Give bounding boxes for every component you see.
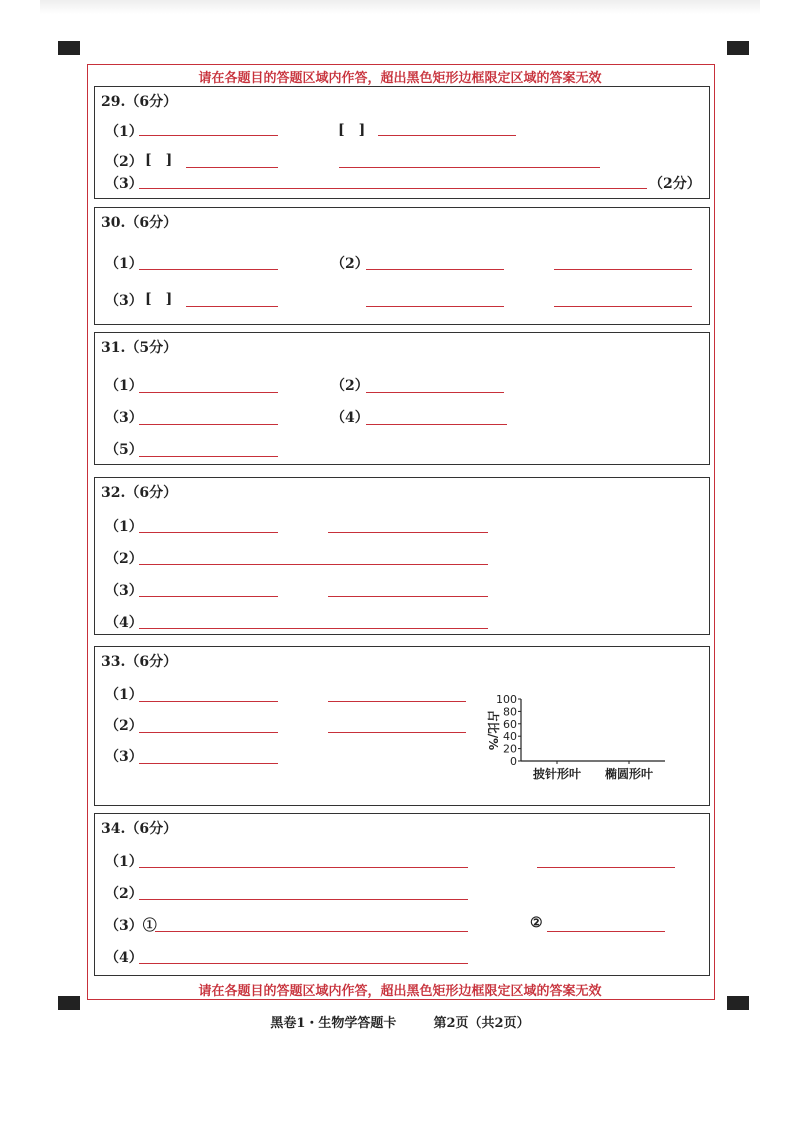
- q32-part4-label: （4）: [105, 615, 143, 631]
- q31-part4-label: （4）: [331, 410, 369, 426]
- q33-part2-label: （2）: [105, 718, 143, 734]
- q31-part5-label: （5）: [105, 442, 143, 458]
- q30-part1-answer-line[interactable]: [139, 269, 278, 270]
- q30-part3-answer-line-3[interactable]: [554, 306, 692, 307]
- chart-y-tick-label: 20: [503, 742, 517, 756]
- chart-x-tick-label: 椭圆形叶: [604, 767, 654, 781]
- chart-y-tick-label: 60: [503, 717, 517, 731]
- question-34-title: 34.（6分）: [101, 821, 178, 837]
- q32-part2-answer-line[interactable]: [139, 564, 488, 565]
- q34-part4-answer-line[interactable]: [139, 963, 468, 964]
- q30-part3-answer-line-2[interactable]: [366, 306, 504, 307]
- q29-part1-answer-line[interactable]: [139, 135, 278, 136]
- q34-part3-answer-line[interactable]: [155, 931, 468, 932]
- footer: [0, 1012, 800, 1031]
- question-30-box: [94, 207, 710, 325]
- proportion-chart[interactable]: [479, 693, 679, 793]
- q32-part3-answer-line[interactable]: [139, 596, 278, 597]
- question-31-title: 31.（5分）: [101, 340, 178, 356]
- q30-part1-label: （1）: [105, 256, 143, 272]
- q33-part1-label: （1）: [105, 687, 143, 703]
- q34-part3-sub2-label: ②: [530, 915, 543, 931]
- q32-part2-label: （2）: [105, 551, 143, 567]
- q31-part1-label: （1）: [105, 378, 143, 394]
- q29-part3-score: （2分）: [649, 176, 701, 192]
- question-33-box: [94, 646, 710, 806]
- q32-part3-label: （3）: [105, 583, 143, 599]
- question-29-title: 29.（6分）: [101, 94, 178, 110]
- q32-part1-answer-line-2[interactable]: [328, 532, 488, 533]
- q30-part2-answer-line-2[interactable]: [554, 269, 692, 270]
- question-31-box: [94, 332, 710, 465]
- corner-marker-top-right: [727, 41, 749, 55]
- q29-part3-answer-line[interactable]: [139, 188, 647, 189]
- q30-part3-label: （3）: [105, 293, 143, 309]
- scan-top-band: [40, 0, 760, 14]
- q34-part1-answer-line[interactable]: [139, 867, 468, 868]
- q34-part3-sub2-answer-line[interactable]: [547, 931, 665, 932]
- q31-part2-answer-line[interactable]: [366, 392, 504, 393]
- chart-y-tick-label: 80: [503, 705, 517, 719]
- q33-part2-answer-line-2[interactable]: [328, 732, 466, 733]
- question-32-box: [94, 477, 710, 635]
- q33-part3-label: （3）: [105, 749, 143, 765]
- question-32-title: 32.（6分）: [101, 485, 178, 501]
- question-34-box: [94, 813, 710, 976]
- chart-y-tick-label: 100: [496, 693, 517, 706]
- question-33-title: 33.（6分）: [101, 654, 178, 670]
- chart-y-tick-label: 0: [510, 755, 517, 768]
- q34-part1-answer-line-2[interactable]: [537, 867, 675, 868]
- chart-x-tick-label: 披针形叶: [532, 767, 582, 781]
- q30-part3-bracket[interactable]: [ ]: [145, 291, 173, 307]
- q31-part4-answer-line[interactable]: [366, 424, 507, 425]
- q29-part1-label: （1）: [105, 124, 143, 140]
- question-30-title: 30.（6分）: [101, 215, 178, 231]
- q34-part2-answer-line[interactable]: [139, 899, 468, 900]
- q29-part1-bracket[interactable]: [ ]: [338, 122, 366, 138]
- chart-y-axis-label: 占比/%: [486, 709, 500, 751]
- q33-part2-answer-line[interactable]: [139, 732, 278, 733]
- q31-part3-answer-line[interactable]: [139, 424, 278, 425]
- notice-top: 请在各题目的答题区域内作答，超出黑色矩形边框限定区域的答案无效: [198, 71, 602, 86]
- q30-part3-answer-line[interactable]: [186, 306, 278, 307]
- q33-part1-answer-line[interactable]: [139, 701, 278, 702]
- q29-part3-label: （3）: [105, 176, 143, 192]
- notice-bottom: 请在各题目的答题区域内作答，超出黑色矩形边框限定区域的答案无效: [198, 984, 602, 999]
- q31-part1-answer-line[interactable]: [139, 392, 278, 393]
- q29-part2-answer-line-2[interactable]: [339, 167, 600, 168]
- q32-part3-answer-line-2[interactable]: [328, 596, 488, 597]
- q32-part1-label: （1）: [105, 519, 143, 535]
- chart-y-tick-label: 40: [503, 730, 517, 744]
- footer-title: 黑卷1・生物学答题卡: [270, 1016, 397, 1031]
- corner-marker-top-left: [58, 41, 80, 55]
- q31-part5-answer-line[interactable]: [139, 456, 278, 457]
- q29-part2-answer-line[interactable]: [186, 167, 278, 168]
- q30-part2-answer-line[interactable]: [366, 269, 504, 270]
- q34-part3-label: （3）①: [105, 918, 157, 934]
- q33-part3-answer-line[interactable]: [139, 763, 278, 764]
- q30-part2-label: （2）: [331, 256, 369, 272]
- q32-part1-answer-line[interactable]: [139, 532, 278, 533]
- footer-page: 第2页（共2页）: [433, 1016, 530, 1031]
- q34-part2-label: （2）: [105, 886, 143, 902]
- q32-part4-answer-line[interactable]: [139, 628, 488, 629]
- q29-part2-bracket[interactable]: [ ]: [145, 152, 173, 168]
- question-29-box: [94, 86, 710, 199]
- q34-part4-label: （4）: [105, 950, 143, 966]
- q31-part3-label: （3）: [105, 410, 143, 426]
- q34-part1-label: （1）: [105, 854, 143, 870]
- q29-part1-answer-line-2[interactable]: [378, 135, 516, 136]
- q33-part1-answer-line-2[interactable]: [328, 701, 466, 702]
- q31-part2-label: （2）: [331, 378, 369, 394]
- q29-part2-label: （2）: [105, 154, 143, 170]
